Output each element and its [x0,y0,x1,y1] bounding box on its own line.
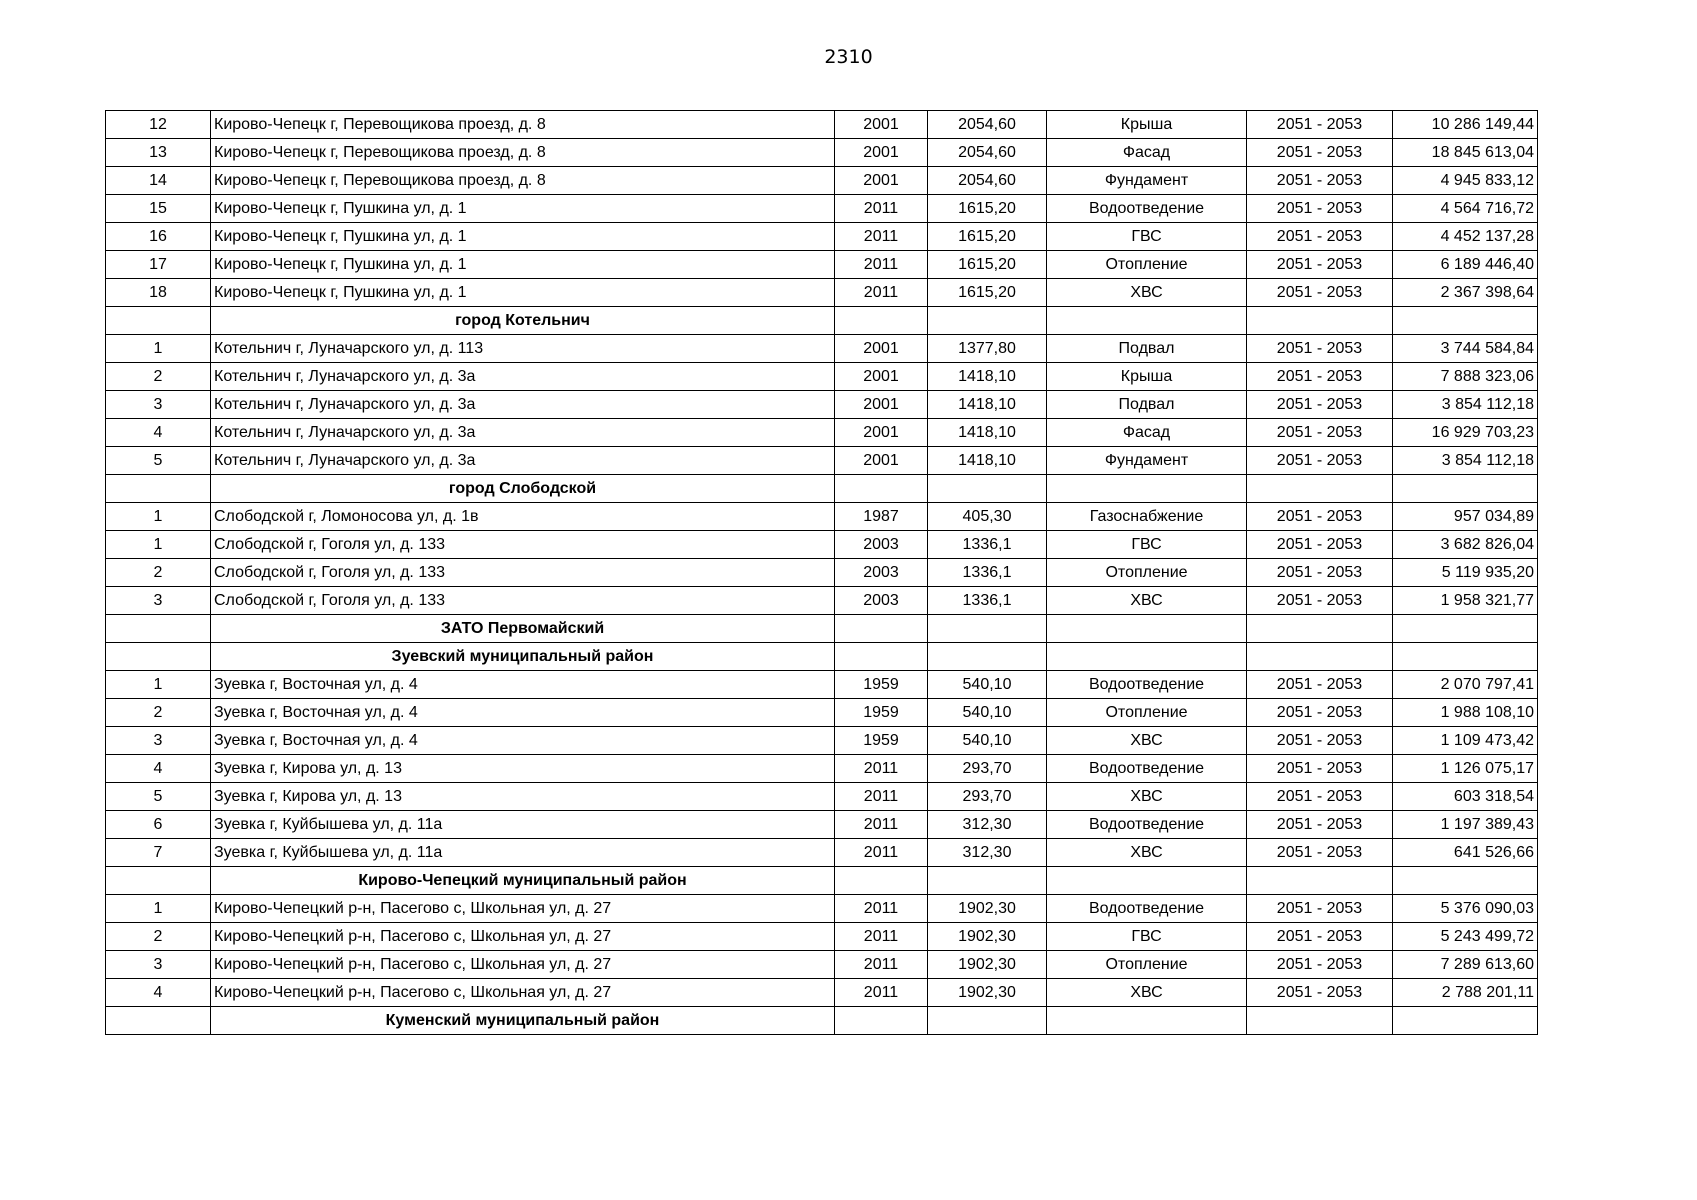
housing-repair-table [105,110,1538,1035]
address-cell: Зуевка г, Куйбышева ул, д. 11а [211,811,835,839]
period-cell: 2051 - 2053 [1247,503,1393,531]
area-cell: 312,30 [928,811,1047,839]
year-cell: 2003 [835,559,928,587]
area-cell: 1336,1 [928,559,1047,587]
empty-cell [1047,867,1247,895]
empty-cell [106,643,211,671]
empty-cell [1247,1007,1393,1035]
empty-cell [928,307,1047,335]
area-cell: 540,10 [928,699,1047,727]
empty-cell [106,867,211,895]
table-row [106,139,1538,167]
row-number-cell: 4 [106,979,211,1007]
address-cell: Слободской г, Ломоносова ул, д. 1в [211,503,835,531]
address-cell: Котельнич г, Луначарского ул, д. 3а [211,363,835,391]
table-row [106,419,1538,447]
area-cell: 1615,20 [928,251,1047,279]
address-cell: Кирово-Чепецк г, Пушкина ул, д. 1 [211,195,835,223]
cost-cell: 1 958 321,77 [1393,587,1538,615]
table-row [106,923,1538,951]
cost-cell: 2 788 201,11 [1393,979,1538,1007]
area-cell: 1377,80 [928,335,1047,363]
year-cell: 2011 [835,979,928,1007]
row-number-cell: 2 [106,699,211,727]
area-cell: 1615,20 [928,223,1047,251]
cost-cell: 2 070 797,41 [1393,671,1538,699]
address-cell: Кирово-Чепецкий р-н, Пасегово с, Школьная ул, д. 27 [211,895,835,923]
cost-cell: 10 286 149,44 [1393,111,1538,139]
cost-cell: 1 109 473,42 [1393,727,1538,755]
empty-cell [1247,615,1393,643]
work-type-cell: Крыша [1047,111,1247,139]
area-cell: 1336,1 [928,587,1047,615]
empty-cell [928,475,1047,503]
empty-cell [1393,867,1538,895]
empty-cell [835,307,928,335]
work-type-cell: ГВС [1047,923,1247,951]
year-cell: 2001 [835,447,928,475]
section-title: Куменский муниципальный район [211,1007,835,1035]
year-cell: 1987 [835,503,928,531]
address-cell: Котельнич г, Луначарского ул, д. 3а [211,447,835,475]
cost-cell: 5 376 090,03 [1393,895,1538,923]
work-type-cell: Водоотведение [1047,811,1247,839]
cost-cell: 7 888 323,06 [1393,363,1538,391]
work-type-cell: Водоотведение [1047,895,1247,923]
address-cell: Слободской г, Гоголя ул, д. 133 [211,559,835,587]
address-cell: Зуевка г, Кирова ул, д. 13 [211,755,835,783]
year-cell: 2011 [835,223,928,251]
address-cell: Кирово-Чепецкий р-н, Пасегово с, Школьная ул, д. 27 [211,923,835,951]
table-row [106,531,1538,559]
row-number-cell: 7 [106,839,211,867]
section-header-row [106,643,1538,671]
section-title: город Слободской [211,475,835,503]
table-row [106,503,1538,531]
table-row [106,559,1538,587]
cost-cell: 6 189 446,40 [1393,251,1538,279]
table-row [106,699,1538,727]
work-type-cell: Отопление [1047,951,1247,979]
address-cell: Кирово-Чепецк г, Пушкина ул, д. 1 [211,251,835,279]
cost-cell: 4 452 137,28 [1393,223,1538,251]
area-cell: 1902,30 [928,951,1047,979]
period-cell: 2051 - 2053 [1247,419,1393,447]
area-cell: 1902,30 [928,895,1047,923]
year-cell: 2011 [835,783,928,811]
empty-cell [1047,643,1247,671]
table-row [106,671,1538,699]
row-number-cell: 14 [106,167,211,195]
table-row [106,811,1538,839]
period-cell: 2051 - 2053 [1247,335,1393,363]
address-cell: Кирово-Чепецкий р-н, Пасегово с, Школьная ул, д. 27 [211,979,835,1007]
table-row [106,447,1538,475]
cost-cell: 603 318,54 [1393,783,1538,811]
empty-cell [106,615,211,643]
work-type-cell: Крыша [1047,363,1247,391]
area-cell: 540,10 [928,727,1047,755]
year-cell: 2011 [835,923,928,951]
row-number-cell: 3 [106,391,211,419]
empty-cell [1247,307,1393,335]
period-cell: 2051 - 2053 [1247,979,1393,1007]
work-type-cell: Фасад [1047,139,1247,167]
address-cell: Слободской г, Гоголя ул, д. 133 [211,531,835,559]
period-cell: 2051 - 2053 [1247,559,1393,587]
address-cell: Зуевка г, Восточная ул, д. 4 [211,671,835,699]
row-number-cell: 1 [106,335,211,363]
area-cell: 1615,20 [928,195,1047,223]
work-type-cell: Водоотведение [1047,195,1247,223]
area-cell: 405,30 [928,503,1047,531]
table-row [106,279,1538,307]
table-row [106,363,1538,391]
work-type-cell: Фундамент [1047,447,1247,475]
row-number-cell: 3 [106,727,211,755]
cost-cell: 5 119 935,20 [1393,559,1538,587]
year-cell: 2001 [835,391,928,419]
year-cell: 2011 [835,755,928,783]
year-cell: 2011 [835,251,928,279]
empty-cell [835,615,928,643]
empty-cell [1393,615,1538,643]
section-header-row [106,615,1538,643]
section-title: город Котельнич [211,307,835,335]
year-cell: 2003 [835,531,928,559]
table-row [106,391,1538,419]
period-cell: 2051 - 2053 [1247,811,1393,839]
address-cell: Кирово-Чепецк г, Пушкина ул, д. 1 [211,223,835,251]
cost-cell: 1 126 075,17 [1393,755,1538,783]
year-cell: 2001 [835,335,928,363]
page-number: 2310 [824,46,873,68]
table-row [106,783,1538,811]
row-number-cell: 1 [106,531,211,559]
period-cell: 2051 - 2053 [1247,587,1393,615]
row-number-cell: 6 [106,811,211,839]
area-cell: 312,30 [928,839,1047,867]
cost-cell: 1 197 389,43 [1393,811,1538,839]
empty-cell [928,867,1047,895]
table-row [106,167,1538,195]
area-cell: 1902,30 [928,979,1047,1007]
area-cell: 1336,1 [928,531,1047,559]
empty-cell [1047,475,1247,503]
table-row [106,223,1538,251]
area-cell: 2054,60 [928,111,1047,139]
empty-cell [1393,475,1538,503]
empty-cell [835,867,928,895]
year-cell: 2001 [835,111,928,139]
area-cell: 1902,30 [928,923,1047,951]
work-type-cell: Фасад [1047,419,1247,447]
empty-cell [1047,307,1247,335]
table-row [106,979,1538,1007]
work-type-cell: Отопление [1047,699,1247,727]
row-number-cell: 4 [106,755,211,783]
row-number-cell: 13 [106,139,211,167]
year-cell: 2011 [835,951,928,979]
cost-cell: 1 988 108,10 [1393,699,1538,727]
period-cell: 2051 - 2053 [1247,783,1393,811]
year-cell: 2011 [835,839,928,867]
row-number-cell: 17 [106,251,211,279]
period-cell: 2051 - 2053 [1247,531,1393,559]
area-cell: 1418,10 [928,363,1047,391]
year-cell: 2011 [835,279,928,307]
table-row [106,587,1538,615]
row-number-cell: 3 [106,951,211,979]
work-type-cell: Фундамент [1047,167,1247,195]
section-title: Зуевский муниципальный район [211,643,835,671]
table-row [106,111,1538,139]
work-type-cell: Подвал [1047,391,1247,419]
empty-cell [835,643,928,671]
work-type-cell: Водоотведение [1047,671,1247,699]
period-cell: 2051 - 2053 [1247,195,1393,223]
cost-cell: 5 243 499,72 [1393,923,1538,951]
table-row [106,895,1538,923]
work-type-cell: Отопление [1047,559,1247,587]
area-cell: 293,70 [928,755,1047,783]
work-type-cell: ХВС [1047,783,1247,811]
period-cell: 2051 - 2053 [1247,139,1393,167]
period-cell: 2051 - 2053 [1247,839,1393,867]
address-cell: Кирово-Чепецкий р-н, Пасегово с, Школьная ул, д. 27 [211,951,835,979]
year-cell: 2011 [835,195,928,223]
empty-cell [1247,867,1393,895]
address-cell: Кирово-Чепецк г, Перевощикова проезд, д. 8 [211,139,835,167]
cost-cell: 7 289 613,60 [1393,951,1538,979]
row-number-cell: 4 [106,419,211,447]
area-cell: 1418,10 [928,391,1047,419]
period-cell: 2051 - 2053 [1247,167,1393,195]
period-cell: 2051 - 2053 [1247,923,1393,951]
row-number-cell: 1 [106,895,211,923]
year-cell: 2011 [835,811,928,839]
period-cell: 2051 - 2053 [1247,727,1393,755]
cost-cell: 957 034,89 [1393,503,1538,531]
empty-cell [1047,1007,1247,1035]
table-body [106,111,1538,1035]
section-header-row [106,307,1538,335]
period-cell: 2051 - 2053 [1247,251,1393,279]
empty-cell [1047,615,1247,643]
area-cell: 293,70 [928,783,1047,811]
work-type-cell: ХВС [1047,279,1247,307]
row-number-cell: 15 [106,195,211,223]
work-type-cell: ХВС [1047,727,1247,755]
empty-cell [1247,643,1393,671]
empty-cell [106,307,211,335]
address-cell: Кирово-Чепецк г, Перевощикова проезд, д. 8 [211,111,835,139]
address-cell: Слободской г, Гоголя ул, д. 133 [211,587,835,615]
year-cell: 1959 [835,671,928,699]
address-cell: Зуевка г, Куйбышева ул, д. 11а [211,839,835,867]
empty-cell [106,475,211,503]
year-cell: 2001 [835,363,928,391]
row-number-cell: 2 [106,923,211,951]
period-cell: 2051 - 2053 [1247,391,1393,419]
address-cell: Кирово-Чепецк г, Перевощикова проезд, д. 8 [211,167,835,195]
year-cell: 2001 [835,167,928,195]
row-number-cell: 2 [106,559,211,587]
empty-cell [1393,307,1538,335]
year-cell: 2001 [835,139,928,167]
period-cell: 2051 - 2053 [1247,671,1393,699]
row-number-cell: 1 [106,503,211,531]
cost-cell: 4 564 716,72 [1393,195,1538,223]
year-cell: 1959 [835,727,928,755]
row-number-cell: 5 [106,783,211,811]
empty-cell [1247,475,1393,503]
area-cell: 1615,20 [928,279,1047,307]
cost-cell: 16 929 703,23 [1393,419,1538,447]
cost-cell: 641 526,66 [1393,839,1538,867]
work-type-cell: ХВС [1047,979,1247,1007]
table-row [106,195,1538,223]
empty-cell [1393,643,1538,671]
work-type-cell: Подвал [1047,335,1247,363]
year-cell: 2011 [835,895,928,923]
row-number-cell: 12 [106,111,211,139]
address-cell: Котельнич г, Луначарского ул, д. 3а [211,391,835,419]
empty-cell [835,475,928,503]
work-type-cell: ГВС [1047,223,1247,251]
row-number-cell: 3 [106,587,211,615]
row-number-cell: 5 [106,447,211,475]
address-cell: Кирово-Чепецк г, Пушкина ул, д. 1 [211,279,835,307]
empty-cell [928,1007,1047,1035]
cost-cell: 3 682 826,04 [1393,531,1538,559]
work-type-cell: ГВС [1047,531,1247,559]
empty-cell [835,1007,928,1035]
table-row [106,727,1538,755]
row-number-cell: 2 [106,363,211,391]
section-title: Кирово-Чепецкий муниципальный район [211,867,835,895]
address-cell: Котельнич г, Луначарского ул, д. 113 [211,335,835,363]
section-header-row [106,867,1538,895]
period-cell: 2051 - 2053 [1247,447,1393,475]
area-cell: 2054,60 [928,139,1047,167]
address-cell: Зуевка г, Кирова ул, д. 13 [211,783,835,811]
row-number-cell: 16 [106,223,211,251]
year-cell: 2001 [835,419,928,447]
address-cell: Зуевка г, Восточная ул, д. 4 [211,727,835,755]
row-number-cell: 1 [106,671,211,699]
period-cell: 2051 - 2053 [1247,755,1393,783]
cost-cell: 2 367 398,64 [1393,279,1538,307]
table-row [106,951,1538,979]
table-row [106,335,1538,363]
empty-cell [928,643,1047,671]
work-type-cell: Отопление [1047,251,1247,279]
work-type-cell: Газоснабжение [1047,503,1247,531]
year-cell: 2003 [835,587,928,615]
empty-cell [928,615,1047,643]
period-cell: 2051 - 2053 [1247,279,1393,307]
section-header-row [106,1007,1538,1035]
period-cell: 2051 - 2053 [1247,895,1393,923]
work-type-cell: ХВС [1047,587,1247,615]
work-type-cell: ХВС [1047,839,1247,867]
cost-cell: 3 854 112,18 [1393,391,1538,419]
table-row [106,839,1538,867]
row-number-cell: 18 [106,279,211,307]
cost-cell: 18 845 613,04 [1393,139,1538,167]
section-title: ЗАТО Первомайский [211,615,835,643]
area-cell: 2054,60 [928,167,1047,195]
address-cell: Котельнич г, Луначарского ул, д. 3а [211,419,835,447]
empty-cell [1393,1007,1538,1035]
area-cell: 1418,10 [928,447,1047,475]
period-cell: 2051 - 2053 [1247,699,1393,727]
cost-cell: 4 945 833,12 [1393,167,1538,195]
period-cell: 2051 - 2053 [1247,363,1393,391]
period-cell: 2051 - 2053 [1247,111,1393,139]
section-header-row [106,475,1538,503]
table-row [106,755,1538,783]
period-cell: 2051 - 2053 [1247,951,1393,979]
cost-cell: 3 854 112,18 [1393,447,1538,475]
empty-cell [106,1007,211,1035]
area-cell: 1418,10 [928,419,1047,447]
address-cell: Зуевка г, Восточная ул, д. 4 [211,699,835,727]
area-cell: 540,10 [928,671,1047,699]
table-row [106,251,1538,279]
period-cell: 2051 - 2053 [1247,223,1393,251]
year-cell: 1959 [835,699,928,727]
work-type-cell: Водоотведение [1047,755,1247,783]
cost-cell: 3 744 584,84 [1393,335,1538,363]
